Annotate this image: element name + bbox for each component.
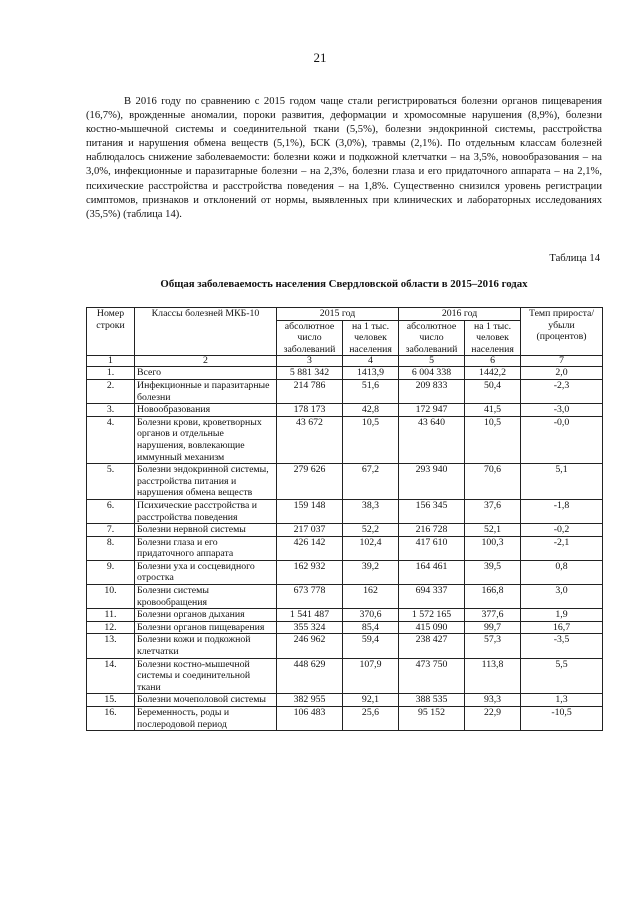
disease-class-name: Болезни эндокринной системы, расстройства питания и нарушения обмена веществ	[135, 464, 277, 500]
absolute-2016: 238 427	[399, 634, 465, 658]
row-number: 4.	[87, 416, 135, 463]
disease-class-name: Всего	[135, 367, 277, 380]
per1000-2015: 25,6	[343, 707, 399, 731]
per1000-2015: 1413,9	[343, 367, 399, 380]
column-number: 6	[465, 356, 521, 367]
column-number: 3	[277, 356, 343, 367]
growth-rate: -1,8	[521, 499, 603, 523]
per1000-2015: 52,2	[343, 524, 399, 537]
growth-rate: -3,0	[521, 404, 603, 417]
disease-class-name: Беременность, роды и послеродовой период	[135, 707, 277, 731]
growth-rate: -0,2	[521, 524, 603, 537]
row-number: 12.	[87, 621, 135, 634]
per1000-2015: 370,6	[343, 609, 399, 622]
per1000-2016: 99,7	[465, 621, 521, 634]
per1000-2015: 51,6	[343, 379, 399, 403]
growth-rate: -2,1	[521, 536, 603, 560]
per1000-2015: 85,4	[343, 621, 399, 634]
absolute-2015: 1 541 487	[277, 609, 343, 622]
per1000-2015: 67,2	[343, 464, 399, 500]
growth-rate: 3,0	[521, 585, 603, 609]
per1000-2015: 162	[343, 585, 399, 609]
row-number: 1.	[87, 367, 135, 380]
per1000-2016: 10,5	[465, 416, 521, 463]
table-row	[87, 634, 603, 658]
absolute-2016: 172 947	[399, 404, 465, 417]
growth-rate: -2,3	[521, 379, 603, 403]
absolute-2015: 382 955	[277, 694, 343, 707]
table-row	[87, 499, 603, 523]
absolute-2015: 673 778	[277, 585, 343, 609]
body-paragraph: В 2016 году по сравнению с 2015 годом чаще стали регистрироваться болезни органов пищеварения (16,7%), врожденные аномалии, пороки развития, деформации и хромосомные нарушения (8,9%), болезни костно-мышечной системы и соединительной ткани (5,5%), болезни эндокринной системы, расстройства питания и нарушения обмена веществ (5,1%), БСК (3,0%), травмы (2,1%). По отдельным классам болезней наблюдалось снижение заболеваемости: болезни кожи и подкожной клетчатки – на 3,5%, новообразования – на 3,0%, инфекционные и паразитарные болезни – на 2,3%, болезни глаза и его придаточного аппарата – на 2,1%, психические расстройства и расстройства поведения – на 1,8%. Существенно снизился уровень регистрации симптомов, признаков и отклонений от нормы, выявленных при клинических и лабораторных исследованиях (35,5%) (таблица 14).	[86, 96, 602, 220]
disease-class-name: Болезни уха и сосцевидного отростка	[135, 560, 277, 584]
header-growth: Темп прироста/ убыли (процентов)	[521, 308, 603, 356]
per1000-2016: 50,4	[465, 379, 521, 403]
row-number: 7.	[87, 524, 135, 537]
row-number: 15.	[87, 694, 135, 707]
per1000-2016: 70,6	[465, 464, 521, 500]
header-year-2016: 2016 год	[399, 308, 521, 321]
row-number: 6.	[87, 499, 135, 523]
absolute-2016: 6 004 338	[399, 367, 465, 380]
per1000-2016: 100,3	[465, 536, 521, 560]
per1000-2016: 93,3	[465, 694, 521, 707]
absolute-2015: 246 962	[277, 634, 343, 658]
per1000-2015: 92,1	[343, 694, 399, 707]
per1000-2016: 166,8	[465, 585, 521, 609]
absolute-2016: 43 640	[399, 416, 465, 463]
absolute-2015: 5 881 342	[277, 367, 343, 380]
disease-class-name: Болезни мочеполовой системы	[135, 694, 277, 707]
table-row	[87, 609, 603, 622]
per1000-2016: 1442,2	[465, 367, 521, 380]
absolute-2016: 388 535	[399, 694, 465, 707]
column-number: 4	[343, 356, 399, 367]
disease-class-name: Болезни органов дыхания	[135, 609, 277, 622]
disease-class-name: Психические расстройства и расстройства поведения	[135, 499, 277, 523]
absolute-2015: 106 483	[277, 707, 343, 731]
per1000-2015: 107,9	[343, 658, 399, 694]
row-number: 16.	[87, 707, 135, 731]
per1000-2015: 102,4	[343, 536, 399, 560]
column-number: 2	[135, 356, 277, 367]
growth-rate: 5,1	[521, 464, 603, 500]
absolute-2016: 209 833	[399, 379, 465, 403]
header-absolute-2016: абсолютное число заболеваний	[399, 320, 465, 356]
per1000-2016: 113,8	[465, 658, 521, 694]
absolute-2016: 216 728	[399, 524, 465, 537]
growth-rate: -3,5	[521, 634, 603, 658]
absolute-2016: 164 461	[399, 560, 465, 584]
row-number: 5.	[87, 464, 135, 500]
per1000-2016: 37,6	[465, 499, 521, 523]
growth-rate: 5,5	[521, 658, 603, 694]
table-row	[87, 621, 603, 634]
column-number-row	[87, 356, 603, 367]
table-row	[87, 379, 603, 403]
table-row	[87, 707, 603, 731]
column-number: 1	[87, 356, 135, 367]
column-number: 7	[521, 356, 603, 367]
header-row-no: Номер строки	[87, 308, 135, 356]
table-label: Таблица 14	[549, 253, 600, 264]
table-title: Общая заболеваемость населения Свердловской области в 2015–2016 годах	[160, 278, 528, 290]
column-number: 5	[399, 356, 465, 367]
absolute-2016: 415 090	[399, 621, 465, 634]
row-number: 9.	[87, 560, 135, 584]
per1000-2016: 57,3	[465, 634, 521, 658]
table-row	[87, 464, 603, 500]
absolute-2016: 293 940	[399, 464, 465, 500]
page-number: 21	[313, 50, 327, 65]
disease-class-name: Болезни глаза и его придаточного аппарата	[135, 536, 277, 560]
row-number: 3.	[87, 404, 135, 417]
growth-rate: 0,8	[521, 560, 603, 584]
disease-class-name: Болезни системы кровообращения	[135, 585, 277, 609]
absolute-2016: 473 750	[399, 658, 465, 694]
growth-rate: 1,3	[521, 694, 603, 707]
growth-rate: 16,7	[521, 621, 603, 634]
header-absolute-2015: абсолютное число заболеваний	[277, 320, 343, 356]
table-row	[87, 524, 603, 537]
per1000-2016: 377,6	[465, 609, 521, 622]
absolute-2015: 43 672	[277, 416, 343, 463]
per1000-2016: 39,5	[465, 560, 521, 584]
absolute-2015: 162 932	[277, 560, 343, 584]
absolute-2015: 448 629	[277, 658, 343, 694]
header-per1000-2015: на 1 тыс. человек населения	[343, 320, 399, 356]
growth-rate: -10,5	[521, 707, 603, 731]
growth-rate: 2,0	[521, 367, 603, 380]
table-row	[87, 658, 603, 694]
disease-class-name: Болезни нервной системы	[135, 524, 277, 537]
morbidity-table	[86, 307, 603, 731]
per1000-2015: 10,5	[343, 416, 399, 463]
table-row	[87, 585, 603, 609]
row-number: 13.	[87, 634, 135, 658]
absolute-2015: 279 626	[277, 464, 343, 500]
disease-class-name: Инфекционные и паразитарные болезни	[135, 379, 277, 403]
per1000-2015: 42,8	[343, 404, 399, 417]
disease-class-name: Болезни крови, кроветворных органов и отдельные нарушения, вовлекающие иммунный механизм	[135, 416, 277, 463]
row-number: 11.	[87, 609, 135, 622]
row-number: 14.	[87, 658, 135, 694]
per1000-2016: 41,5	[465, 404, 521, 417]
disease-class-name: Болезни кожи и подкожной клетчатки	[135, 634, 277, 658]
row-number: 8.	[87, 536, 135, 560]
per1000-2015: 59,4	[343, 634, 399, 658]
absolute-2015: 214 786	[277, 379, 343, 403]
growth-rate: -0,0	[521, 416, 603, 463]
absolute-2015: 159 148	[277, 499, 343, 523]
absolute-2015: 217 037	[277, 524, 343, 537]
absolute-2016: 156 345	[399, 499, 465, 523]
per1000-2015: 38,3	[343, 499, 399, 523]
table-row	[87, 560, 603, 584]
per1000-2016: 52,1	[465, 524, 521, 537]
absolute-2016: 694 337	[399, 585, 465, 609]
header-year-2015: 2015 год	[277, 308, 399, 321]
row-number: 2.	[87, 379, 135, 403]
table-row	[87, 694, 603, 707]
absolute-2015: 178 173	[277, 404, 343, 417]
disease-class-name: Болезни костно-мышечной системы и соединительной ткани	[135, 658, 277, 694]
table-row	[87, 416, 603, 463]
table-row	[87, 536, 603, 560]
absolute-2016: 417 610	[399, 536, 465, 560]
table-row	[87, 404, 603, 417]
absolute-2015: 355 324	[277, 621, 343, 634]
per1000-2016: 22,9	[465, 707, 521, 731]
disease-class-name: Болезни органов пищеварения	[135, 621, 277, 634]
header-disease-class: Классы болезней МКБ-10	[135, 308, 277, 356]
absolute-2016: 95 152	[399, 707, 465, 731]
header-per1000-2016: на 1 тыс. человек населения	[465, 320, 521, 356]
table-row	[87, 367, 603, 380]
row-number: 10.	[87, 585, 135, 609]
disease-class-name: Новообразования	[135, 404, 277, 417]
absolute-2015: 426 142	[277, 536, 343, 560]
per1000-2015: 39,2	[343, 560, 399, 584]
absolute-2016: 1 572 165	[399, 609, 465, 622]
growth-rate: 1,9	[521, 609, 603, 622]
